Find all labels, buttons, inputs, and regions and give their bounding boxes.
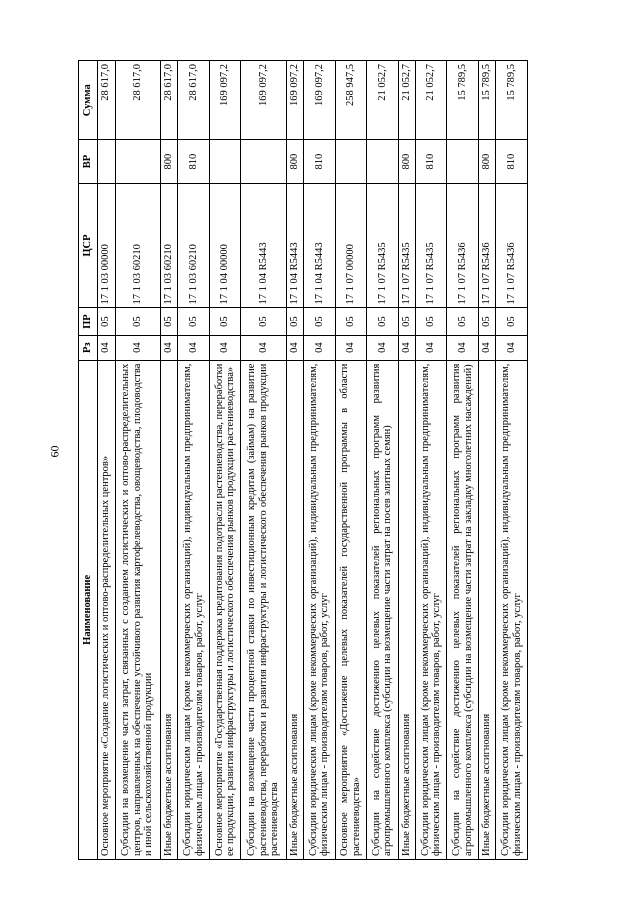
row-csr: 17 1 07 R5436 <box>447 183 478 308</box>
row-rz: 04 <box>98 335 116 360</box>
row-pr: 05 <box>241 308 286 335</box>
budget-table <box>78 60 528 860</box>
row-csr: 17 1 03 60210 <box>160 183 178 308</box>
header-pr: ПР <box>79 308 98 335</box>
row-sum: 21 052,7 <box>416 61 447 141</box>
row-vr: 800 <box>398 140 416 183</box>
row-pr: 05 <box>209 308 240 335</box>
row-pr: 05 <box>160 308 178 335</box>
row-name: Иные бюджетные ассигнования <box>398 360 416 859</box>
table-row <box>160 61 178 860</box>
row-csr: 17 1 07 R5435 <box>416 183 447 308</box>
table-row <box>115 61 160 860</box>
row-name: Субсидии на возмещение части затрат, связанных с созданием логистических и оптово-распределительных центров, направленных на обеспечение устойчивого развития картофелеводства, овощеводства, плодоводства и иной сельскохозяйственной продукции <box>115 360 160 859</box>
row-name: Субсидии на содействие достижению целевых показателей региональных программ развития агропромышленного комплекса (субсидии на возмещение части затрат на закладку многолетних насаждений) <box>447 360 478 859</box>
row-name: Субсидии на возмещение части процентной ставки по инвестиционным кредитам (займам) на развитие растениеводства, переработки и развития инфраструктуры и логистического обеспечения рынков продукции растениеводства <box>241 360 286 859</box>
row-rz: 04 <box>398 335 416 360</box>
row-vr <box>209 140 240 183</box>
row-csr: 17 1 07 00000 <box>335 183 366 308</box>
rotated-table-container <box>78 60 528 860</box>
row-csr: 17 1 07 R5436 <box>496 183 528 308</box>
row-sum: 28 617,0 <box>178 61 209 141</box>
table-row <box>241 61 286 860</box>
row-sum: 15 789,5 <box>478 61 496 141</box>
row-rz: 04 <box>478 335 496 360</box>
row-vr <box>115 140 160 183</box>
row-sum: 28 617,0 <box>160 61 178 141</box>
row-rz: 04 <box>160 335 178 360</box>
row-name: Иные бюджетные ассигнования <box>478 360 496 859</box>
row-rz: 04 <box>335 335 366 360</box>
table-row <box>398 61 416 860</box>
row-vr <box>335 140 366 183</box>
row-sum: 28 617,0 <box>115 61 160 141</box>
row-csr: 17 1 03 60210 <box>178 183 209 308</box>
row-pr: 05 <box>447 308 478 335</box>
row-name: Субсидии юридическим лицам (кроме некоммерческих организаций), индивидуальным предпринимателям, физическим лицам - производителям товаров, работ, услуг <box>304 360 335 859</box>
row-sum: 258 947,5 <box>335 61 366 141</box>
row-vr <box>447 140 478 183</box>
row-csr: 17 1 07 R5435 <box>367 183 398 308</box>
table-row <box>447 61 478 860</box>
row-pr: 05 <box>178 308 209 335</box>
row-rz: 04 <box>416 335 447 360</box>
row-rz: 04 <box>241 335 286 360</box>
row-vr: 810 <box>304 140 335 183</box>
row-vr: 810 <box>178 140 209 183</box>
row-pr: 05 <box>367 308 398 335</box>
row-name: Основное мероприятие «Достижение целевых показателей государственной программы в области растениеводства» <box>335 360 366 859</box>
row-sum: 21 052,7 <box>398 61 416 141</box>
row-name: Субсидии юридическим лицам (кроме некоммерческих организаций), индивидуальным предпринимателям, физическим лицам - производителям товаров, работ, услуг <box>416 360 447 859</box>
row-rz: 04 <box>178 335 209 360</box>
row-vr: 810 <box>416 140 447 183</box>
table-header-row <box>79 61 98 860</box>
table-row <box>98 61 116 860</box>
row-rz: 04 <box>115 335 160 360</box>
row-pr: 05 <box>496 308 528 335</box>
row-rz: 04 <box>367 335 398 360</box>
row-csr: 17 1 04 00000 <box>209 183 240 308</box>
table-row <box>367 61 398 860</box>
row-csr: 17 1 07 R5436 <box>478 183 496 308</box>
row-sum: 169 097,2 <box>209 61 240 141</box>
row-csr: 17 1 07 R5435 <box>398 183 416 308</box>
row-csr: 17 1 04 R5443 <box>286 183 304 308</box>
row-csr: 17 1 03 00000 <box>98 183 116 308</box>
page-number: 60 <box>47 445 62 458</box>
row-rz: 04 <box>496 335 528 360</box>
row-name: Иные бюджетные ассигнования <box>286 360 304 859</box>
row-name: Основное мероприятие «Государственная поддержка кредитования подотрасли растениеводства, переработки ее продукции, развития инфраструктуры и логистического обеспечения рынков продукции растениеводства» <box>209 360 240 859</box>
row-pr: 05 <box>115 308 160 335</box>
row-pr: 05 <box>286 308 304 335</box>
row-sum: 169 097,2 <box>304 61 335 141</box>
row-pr: 05 <box>335 308 366 335</box>
row-name: Субсидии юридическим лицам (кроме некоммерческих организаций), индивидуальным предпринимателям, физическим лицам - производителям товаров, работ, услуг <box>178 360 209 859</box>
row-pr: 05 <box>98 308 116 335</box>
table-row <box>416 61 447 860</box>
row-pr: 05 <box>416 308 447 335</box>
row-vr: 800 <box>160 140 178 183</box>
header-sum: Сумма <box>79 61 98 141</box>
row-name: Основное мероприятие «Создание логистических и оптово-распределительных центров» <box>98 360 116 859</box>
row-vr: 810 <box>496 140 528 183</box>
row-rz: 04 <box>447 335 478 360</box>
row-rz: 04 <box>209 335 240 360</box>
row-pr: 05 <box>304 308 335 335</box>
header-rz: Рз <box>79 335 98 360</box>
header-csr: ЦСР <box>79 183 98 308</box>
table-row <box>478 61 496 860</box>
row-name: Субсидии на содействие достижению целевых показателей региональных программ развития агропромышленного комплекса (субсидии на возмещение части затрат на посев элитных семян) <box>367 360 398 859</box>
table-row <box>304 61 335 860</box>
row-name: Субсидии юридическим лицам (кроме некоммерческих организаций), индивидуальным предпринимателям, физическим лицам - производителям товаров, работ, услуг <box>496 360 528 859</box>
row-pr: 05 <box>398 308 416 335</box>
row-sum: 21 052,7 <box>367 61 398 141</box>
table-row <box>335 61 366 860</box>
row-sum: 169 097,2 <box>241 61 286 141</box>
row-vr: 800 <box>478 140 496 183</box>
row-csr: 17 1 03 60210 <box>115 183 160 308</box>
row-sum: 15 789,5 <box>496 61 528 141</box>
row-vr: 800 <box>286 140 304 183</box>
row-csr: 17 1 04 R5443 <box>241 183 286 308</box>
row-vr <box>367 140 398 183</box>
header-name: Наименование <box>79 360 98 859</box>
table-row <box>209 61 240 860</box>
row-rz: 04 <box>286 335 304 360</box>
row-sum: 169 097,2 <box>286 61 304 141</box>
table-row <box>496 61 528 860</box>
row-name: Иные бюджетные ассигнования <box>160 360 178 859</box>
table-row <box>178 61 209 860</box>
row-sum: 15 789,5 <box>447 61 478 141</box>
row-sum: 28 617,0 <box>98 61 116 141</box>
table-row <box>286 61 304 860</box>
row-vr <box>241 140 286 183</box>
row-pr: 05 <box>478 308 496 335</box>
row-vr <box>98 140 116 183</box>
header-vr: ВР <box>79 140 98 183</box>
row-rz: 04 <box>304 335 335 360</box>
row-csr: 17 1 04 R5443 <box>304 183 335 308</box>
